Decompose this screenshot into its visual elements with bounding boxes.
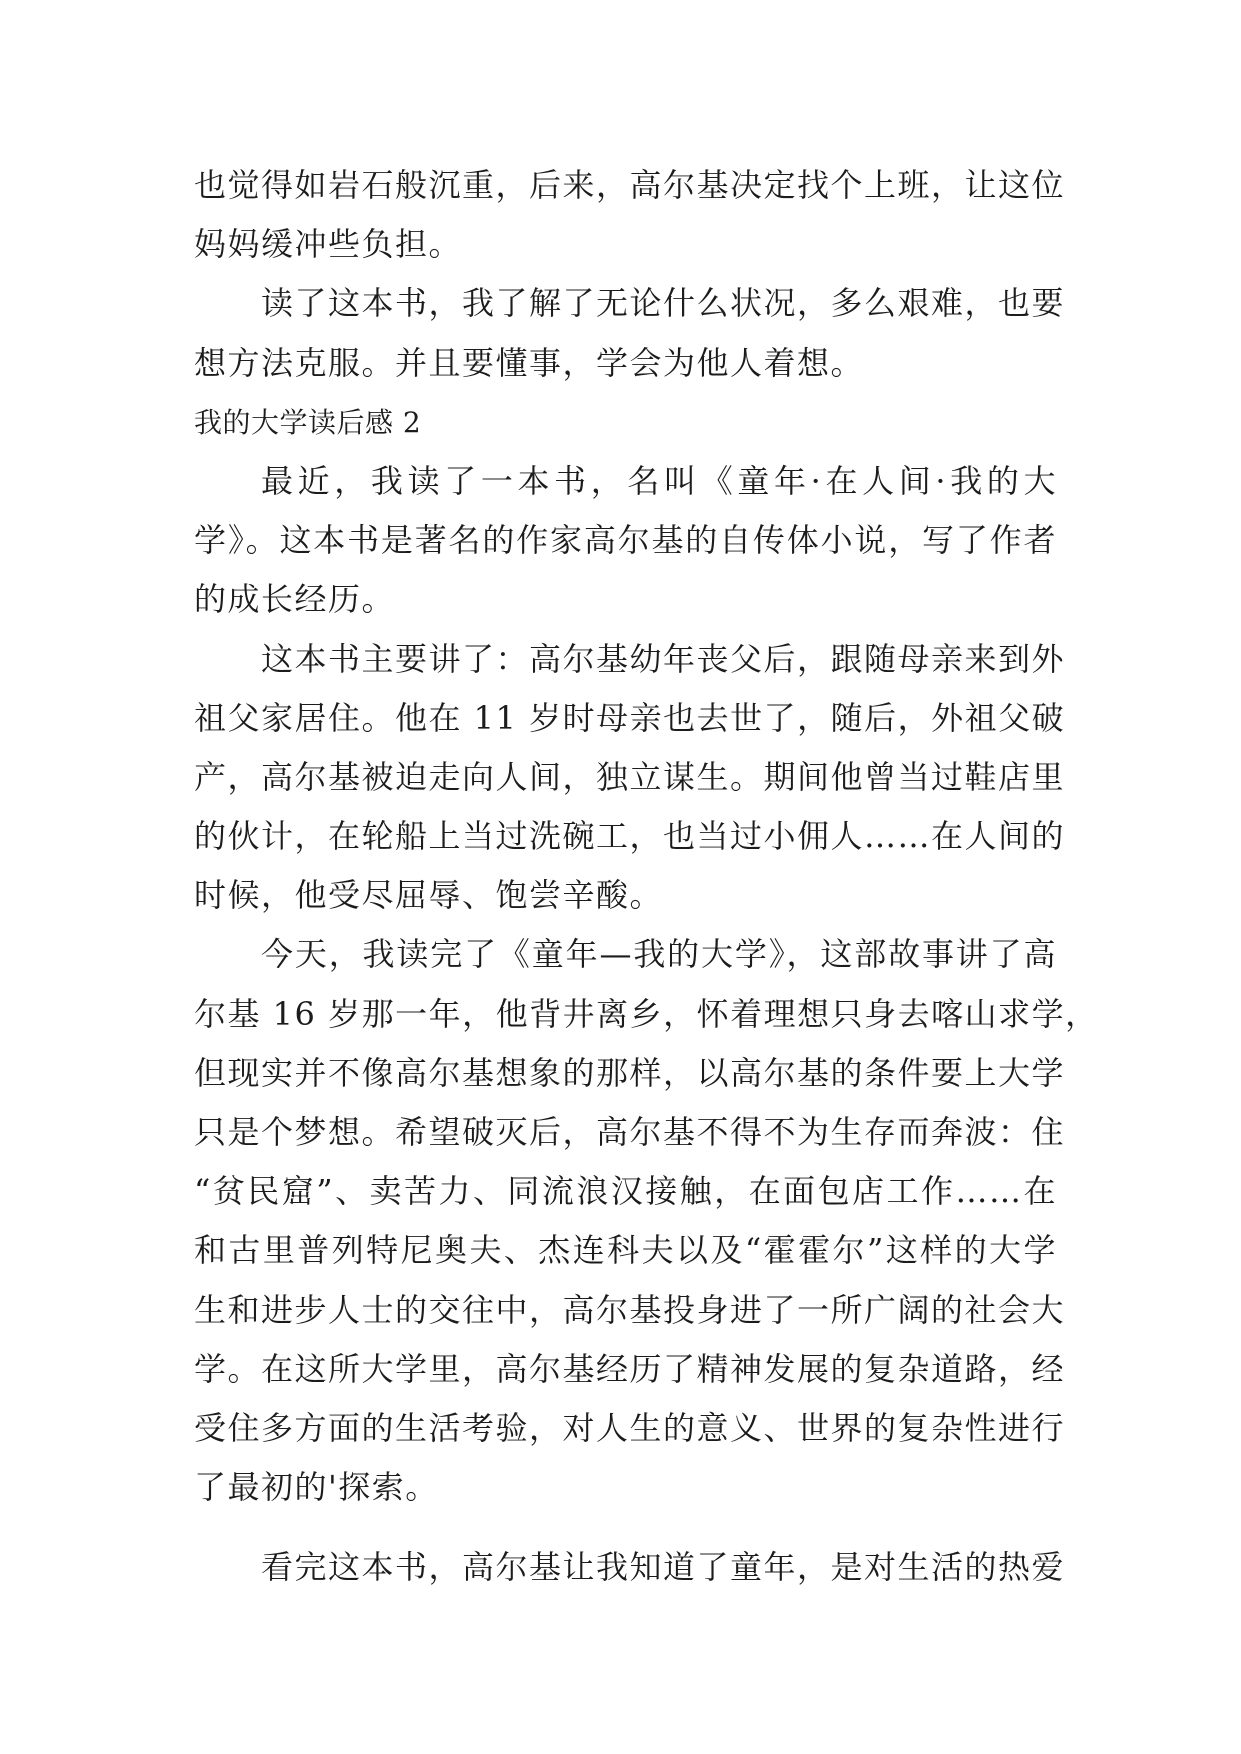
text-line: 了最初的'探索。 [194,1468,439,1507]
page-body [194,156,1099,1598]
text-line: 和古里普列特尼奥夫、杰连科夫以及“霍霍尔”这样的大学 [194,1231,1057,1270]
text-line: 最近，我读了一本书，名叫《童年·在人间·我的大 [261,461,1057,500]
text-line: 只是个梦想。希望破灭后，高尔基不得不为生存而奔波：住 [194,1113,1066,1151]
text-line: 产，高尔基被迫走向人间，独立谋生。期间他曾当过鞋店里 [194,757,1066,796]
paragraph [194,156,1066,274]
text-line: 的成长经历。 [194,580,396,619]
text-line: 但现实并不像高尔基想象的那样，以高尔基的条件要上大学 [194,1053,1066,1092]
paragraph [194,630,1066,926]
paragraph [194,1538,1066,1597]
text-line: 也觉得如岩石般沉重，后来，高尔基决定找个上班，让这位 [194,166,1066,204]
text-line: 看完这本书，高尔基让我知道了童年，是对生活的热爱 [261,1548,1066,1587]
section-heading: 我的大学读后感 2 [194,405,422,439]
text-line: 想方法克服。并且要懂事，学会为他人着想。 [194,343,865,382]
paragraph [194,274,1066,392]
paragraph [194,452,1057,630]
text-line: 尔基 16 岁那一年，他背井离乡，怀着理想只身去喀山求学， [194,994,1099,1033]
text-line: 祖父家居住。他在 11 岁时母亲也去世了，随后，外祖父破 [194,698,1066,737]
text-line: 受住多方面的生活考验，对人生的意义、世界的复杂性进行 [194,1408,1066,1447]
text-line: 的伙计，在轮船上当过洗碗工，也当过小佣人……在人间的 [194,817,1066,856]
paragraph [194,925,1099,1517]
text-line: 生和进步人士的交往中，高尔基投身进了一所广阔的社会大 [194,1290,1066,1329]
text-line: 读了这本书，我了解了无论什么状况，多么艰难，也要 [261,284,1066,323]
text-line: 时候，他受尽屈辱、饱尝辛酸。 [194,876,664,915]
text-line: 学。在这所大学里，高尔基经历了精神发展的复杂道路，经 [194,1349,1066,1388]
text-line: 这本书主要讲了：高尔基幼年丧父后，跟随母亲来到外 [261,639,1066,678]
text-line: 今天，我读完了《童年—我的大学》，这部故事讲了高 [261,935,1057,974]
text-line: 学》。这本书是著名的作家高尔基的自传体小说，写了作者 [194,521,1057,560]
text-line: 妈妈缓冲些负担。 [194,225,463,264]
text-line: “贫民窟”、卖苦力、同流浪汉接触，在面包店工作……在 [194,1172,1057,1211]
